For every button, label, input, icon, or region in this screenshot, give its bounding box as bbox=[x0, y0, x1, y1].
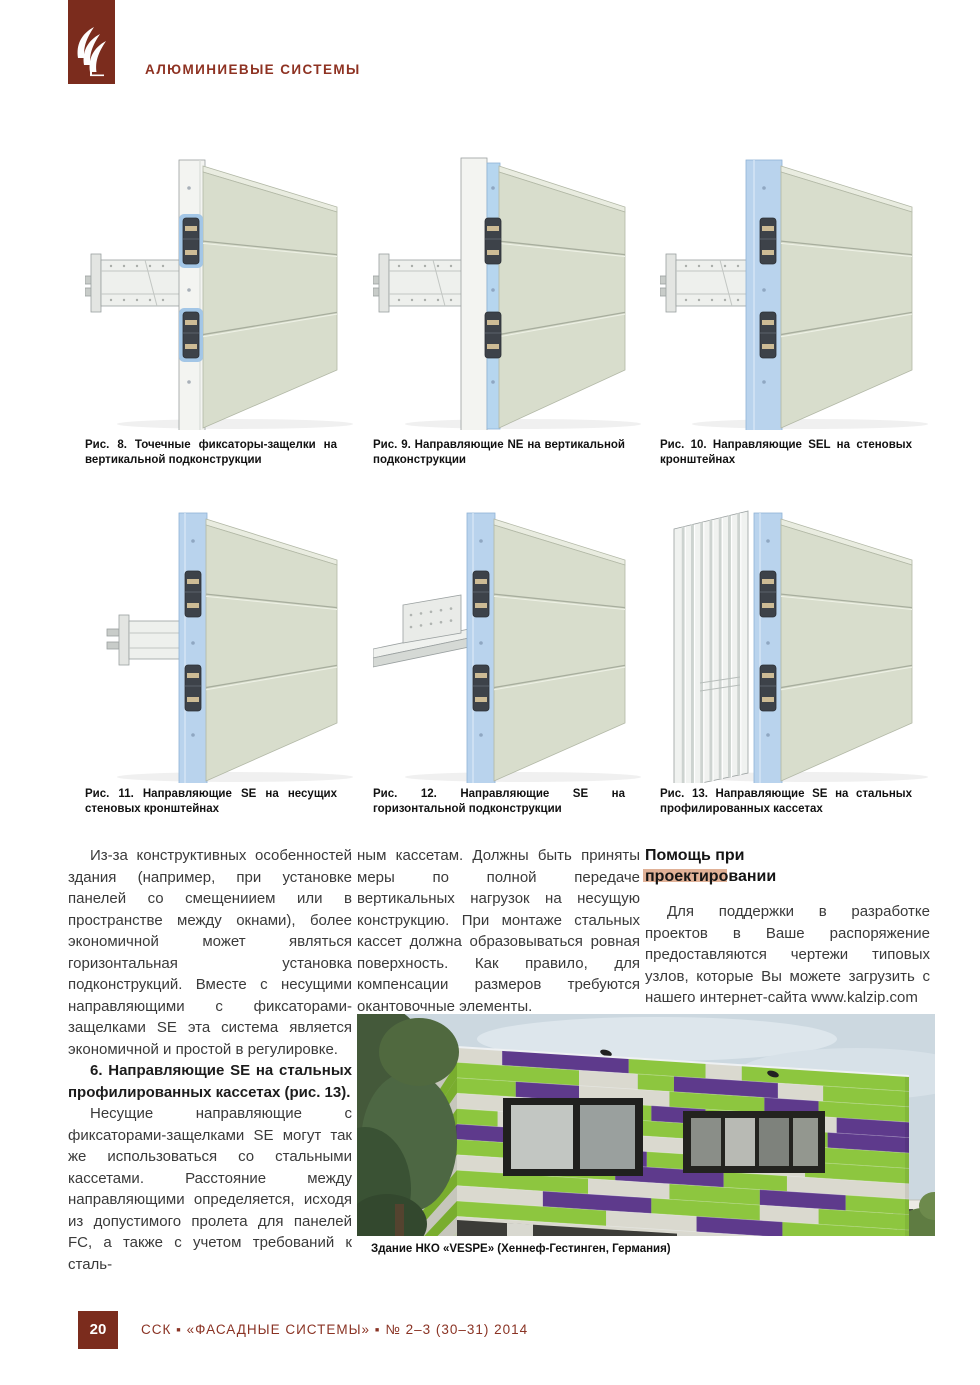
figure-card bbox=[660, 130, 932, 468]
figure-illustration bbox=[373, 483, 645, 783]
help-heading: Помощь при проектировании bbox=[645, 847, 777, 885]
figure-caption: Рис. 12. Направляющие SE на горизонтальной подконструкции bbox=[373, 788, 625, 815]
figure-card bbox=[85, 483, 357, 817]
figure-illustration bbox=[660, 483, 932, 783]
article-column-2 bbox=[357, 845, 640, 1017]
figure-illustration bbox=[85, 483, 357, 783]
building-photo bbox=[357, 1014, 935, 1236]
figure-caption: Рис. 8. Точечные фиксаторы-защелки на вертикальной подконструкции bbox=[85, 439, 337, 466]
journal-title: ССК ▪ «ФАСАДНЫЕ СИСТЕМЫ» ▪ № 2–3 (30–31) 2014 bbox=[141, 1322, 529, 1337]
paragraph: Несущие направляющие с фиксаторами-защелками SE могут так же использоваться со стальными кассетами. Расстояние между направляющими определяется, исходя из допустимого пролета для панелей FC, а также с учетом требований к сталь- bbox=[68, 1105, 352, 1273]
figure-card bbox=[373, 130, 645, 468]
page-number-badge: 20 bbox=[78, 1311, 118, 1349]
figure-caption: Рис. 10. Направляющие SEL на стеновых кронштейнах bbox=[660, 439, 912, 466]
subsection-heading: 6. Направляющие SE на стальных профилированных кассетах (рис. 13). bbox=[68, 1062, 352, 1101]
figure-card bbox=[373, 483, 645, 817]
figure-card bbox=[660, 483, 932, 817]
figure-illustration bbox=[660, 130, 932, 430]
paragraph: Из-за конструктивных особенностей здания (например, при установке панелей со смещениием или в пространстве между окнами), более экономичной может являться горизонтальная установка подконструкций. Вместе с несущими направляющими с фиксаторами-защелками SE эта система является экономичной и простой в регулировке. bbox=[68, 847, 352, 1058]
figure-caption: Рис. 9. Направляющие NE на вертикальной подконструкции bbox=[373, 439, 625, 466]
figure-caption: Рис. 13. Направляющие SE на стальных профилированных кассетах bbox=[660, 788, 912, 815]
paragraph: Для поддержки в разработке проектов в Ваше распоряжение предоставляются чертежи типовых узлов, которые Вы можете загрузить с нашего интернет-сайта www.kalzip.com bbox=[645, 903, 930, 1006]
article-column-1 bbox=[68, 845, 352, 1275]
section-title: АЛЮМИНИЕВЫЕ СИСТЕМЫ bbox=[145, 62, 361, 77]
photo-caption: Здание НКО «VESPE» (Хеннеф-Гестинген, Германия) bbox=[371, 1243, 671, 1255]
figure-illustration bbox=[85, 130, 357, 430]
brand-logo-icon bbox=[68, 0, 115, 84]
figure-caption: Рис. 11. Направляющие SE на несущих стеновых кронштейнах bbox=[85, 788, 337, 815]
figure-card bbox=[85, 130, 357, 468]
figure-illustration bbox=[373, 130, 645, 430]
article-column-3 bbox=[645, 845, 930, 1009]
paragraph: ным кассетам. Должны быть приняты меры по полной передаче вертикальных нагрузок на несущую конструкцию. При монтаже стальных кассет должна образовываться ровная поверхность. Как правило, для компенсации размеров требуются окантовочные элементы. bbox=[357, 847, 640, 1015]
